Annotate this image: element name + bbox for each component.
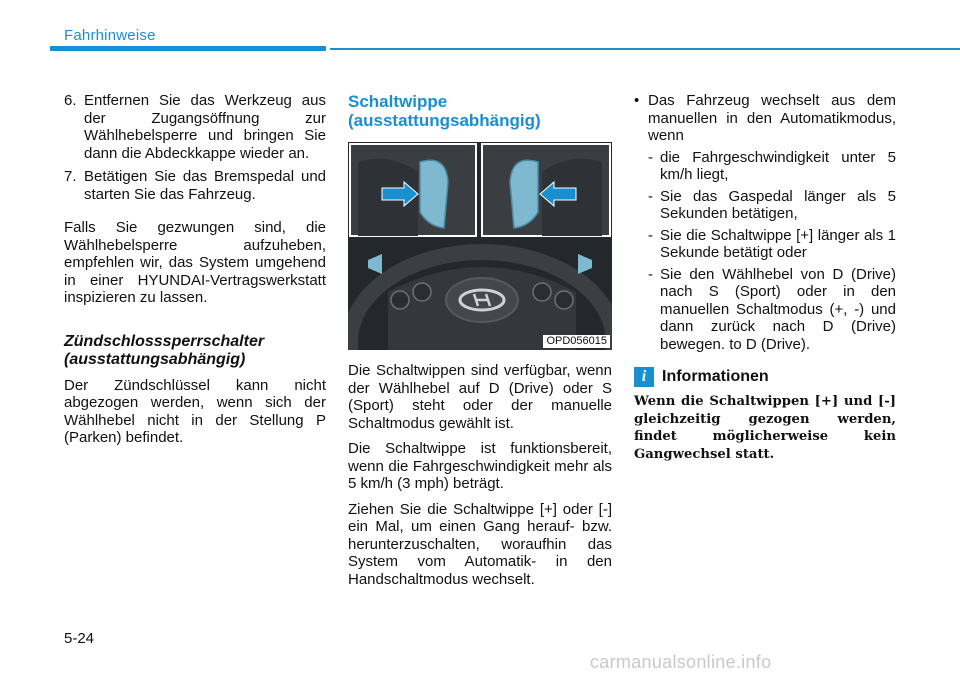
info-icon: i	[634, 367, 654, 387]
header-bar-thick	[50, 46, 326, 51]
column-2	[348, 92, 612, 596]
mode-change-bullet: • Das Fahrzeug wechselt aus dem manuellen in den Automatikmodus, wenn	[634, 92, 896, 144]
info-text: Wenn die Schaltwippen [+] und [-] gleichzeitig gezogen werden, findet möglicherweise kein Gangwechsel statt.	[634, 394, 896, 462]
paddle-availability-paragraph: Die Schaltwippen sind verfügbar, wenn der Wählhebel auf D (Drive) oder S (Sport) steht oder der manuelle Schaltmodus gewählt ist.	[348, 362, 612, 432]
paddle-shifter-heading: Schaltwippe (ausstattungsabhängig)	[348, 92, 541, 130]
condition-item: - die Fahrgeschwindigkeit unter 5 km/h liegt,	[648, 148, 896, 183]
page-number: 5-24	[64, 630, 95, 647]
figure-code: OPD056015	[543, 335, 610, 348]
paddle-usage-paragraph: Ziehen Sie die Schaltwippe [+] oder [-] ein Mal, um einen Gang herauf- bzw. herunterzuschalten, woraufhin das System vom Automatik- in den Handschaltmodus wechselt.	[348, 500, 612, 588]
ignition-lock-paragraph: Der Zündschlüssel kann nicht abgezogen werden, wenn sich der Wählhebel nicht in der Stellung P (Parken) befindet.	[64, 376, 326, 446]
step-6: 6. Entfernen Sie das Werkzeug aus der Zugangsöffnung zur Wählhebelsperre und bringen Sie dann die Abdeckkappe wieder an.	[64, 92, 326, 162]
info-header	[634, 367, 896, 387]
column-1	[64, 92, 326, 455]
condition-item: - Sie den Wählhebel von D (Drive) nach S (Sport) oder in den manuellen Schaltmodus (+, -) und dann zurück nach D (Drive) bewegen. to D (Drive).	[648, 265, 896, 353]
condition-item: - Sie die Schaltwippe [+] länger als 1 Sekunde betätigt oder	[648, 226, 896, 261]
paddle-shifter-figure	[348, 142, 612, 350]
header-bar-thin	[330, 48, 960, 50]
section-title: Fahrhinweise	[64, 27, 156, 44]
paddle-readiness-paragraph: Die Schaltwippe ist funktionsbereit, wenn die Fahrgeschwindigkeit mehr als 5 km/h (3 mph) beträgt.	[348, 440, 612, 492]
column-3	[634, 92, 896, 463]
watermark: carmanualsonline.info	[590, 652, 772, 672]
ignition-lock-heading: Zündschlosssperrschalter (ausstattungsabhängig)	[64, 332, 265, 368]
condition-item: - Sie das Gaspedal länger als 5 Sekunden betätigen,	[648, 187, 896, 222]
info-title: Informationen	[662, 368, 769, 386]
step-7: 7. Betätigen Sie das Bremspedal und starten Sie das Fahrzeug.	[64, 168, 326, 203]
steering-wheel-illustration	[348, 142, 612, 350]
shift-lock-paragraph: Falls Sie gezwungen sind, die Wählhebelsperre aufzuheben, empfehlen wir, das System umgehend in einer HYUNDAI-Vertragswerkstatt inspizieren zu lassen.	[64, 219, 326, 306]
